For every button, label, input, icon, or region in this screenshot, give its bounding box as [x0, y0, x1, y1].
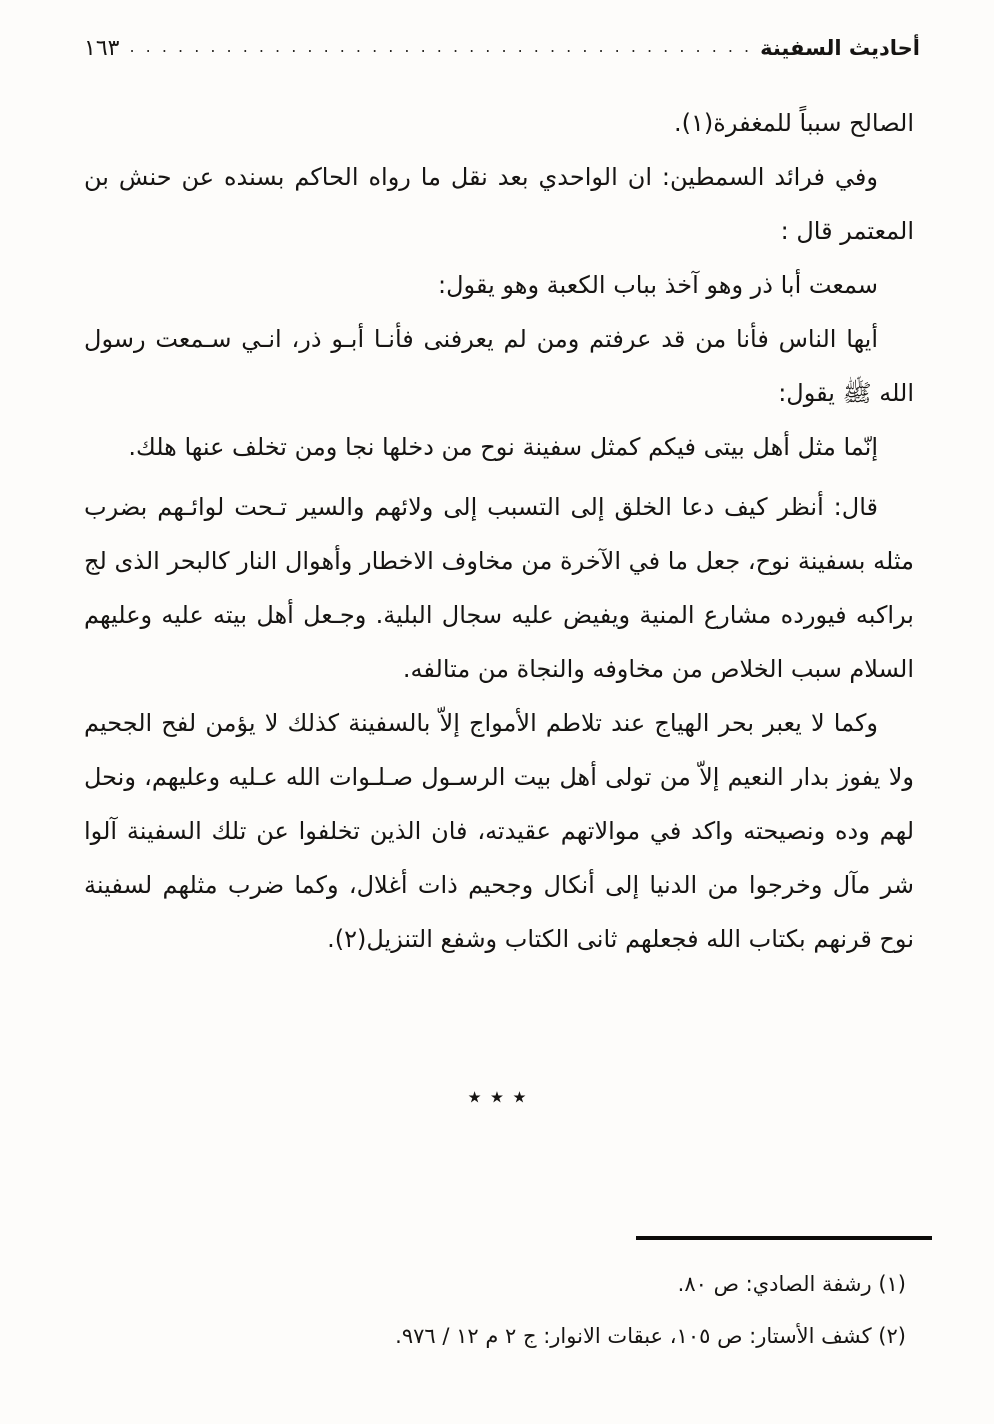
section-divider-stars: ٭ ٭ ٭ — [467, 1082, 527, 1112]
paragraph-address: أيها الناس فأنا من قد عرفتم ومن لم يعرفنى فأنـا أبـو ذر، انـي سـمعت رسول الله ﷺ يقول: — [84, 325, 914, 407]
footnote-divider — [636, 1236, 932, 1240]
paragraph-hadith: إنّما مثل أهل بيتى فيكم كمثل سفينة نوح من دخلها نجا ومن تخلف عنها هلك. — [128, 433, 878, 461]
paragraph-commentary-2: وكما لا يعبر بحر الهياج عند تلاطم الأمواج إلاّ بالسفينة كذلك لا يؤمن لفح الجحيم ولا يفوز بدار النعيم إلاّ من تولى أهل بيت الرسـول صـلـوات الله عـليه وعليهم، ونحل لهم وده ونصيحته واكد في موالاتهم عقيدته، فان الذين تخلفوا عن تلك السفينة آلوا شر مآل وخرجوا من الدنيا إلى أنكال وجحيم ذات أغلال، وكما ضرب مثلهم لسفينة نوح قرنهم بكتاب الله فجعلهم ثانى الكتاب وشفع التنزيل(٢). — [84, 709, 914, 953]
paragraph-abu-dharr: سمعت أبا ذر وهو آخذ بباب الكعبة وهو يقول: — [438, 271, 878, 299]
footnote-1: (١) رشفة الصادي: ص ٨٠. — [677, 1272, 906, 1296]
paragraph-commentary-1: قال: أنظر كيف دعا الخلق إلى التسبب إلى ولائهم والسير تـحت لوائـهم بضرب مثله بسفينة نوح، جعل ما في الآخرة من مخاوف الاخطار وأهوال النار كالبحر الذى لج براكبه فيورده مشارع المنية ويفيض عليه سجال البلية. وجـعل أهل بيته عليه وعليهم السلام سبب الخلاص من مخاوفه والنجاة من متالفه. — [84, 493, 914, 683]
running-title: أحاديث السفينة — [760, 36, 920, 60]
footnotes — [84, 1258, 906, 1362]
footnote-2: (٢) كشف الأستار: ص ١٠٥، عبقات الانوار: ج ٢ م ١٢ / ٩٧٦. — [395, 1324, 906, 1348]
paragraph-continuation: الصالح سبباً للمغفرة(١). — [674, 109, 914, 137]
body-text — [84, 96, 914, 966]
dotted-leader — [127, 37, 752, 56]
paragraph-isnad: وفي فرائد السمطين: ان الواحدي بعد نقل ما رواه الحاكم بسنده عن حنش بن المعتمر قال : — [84, 163, 914, 245]
page-number: ١٦٣ — [84, 36, 120, 61]
page-header — [84, 36, 920, 61]
